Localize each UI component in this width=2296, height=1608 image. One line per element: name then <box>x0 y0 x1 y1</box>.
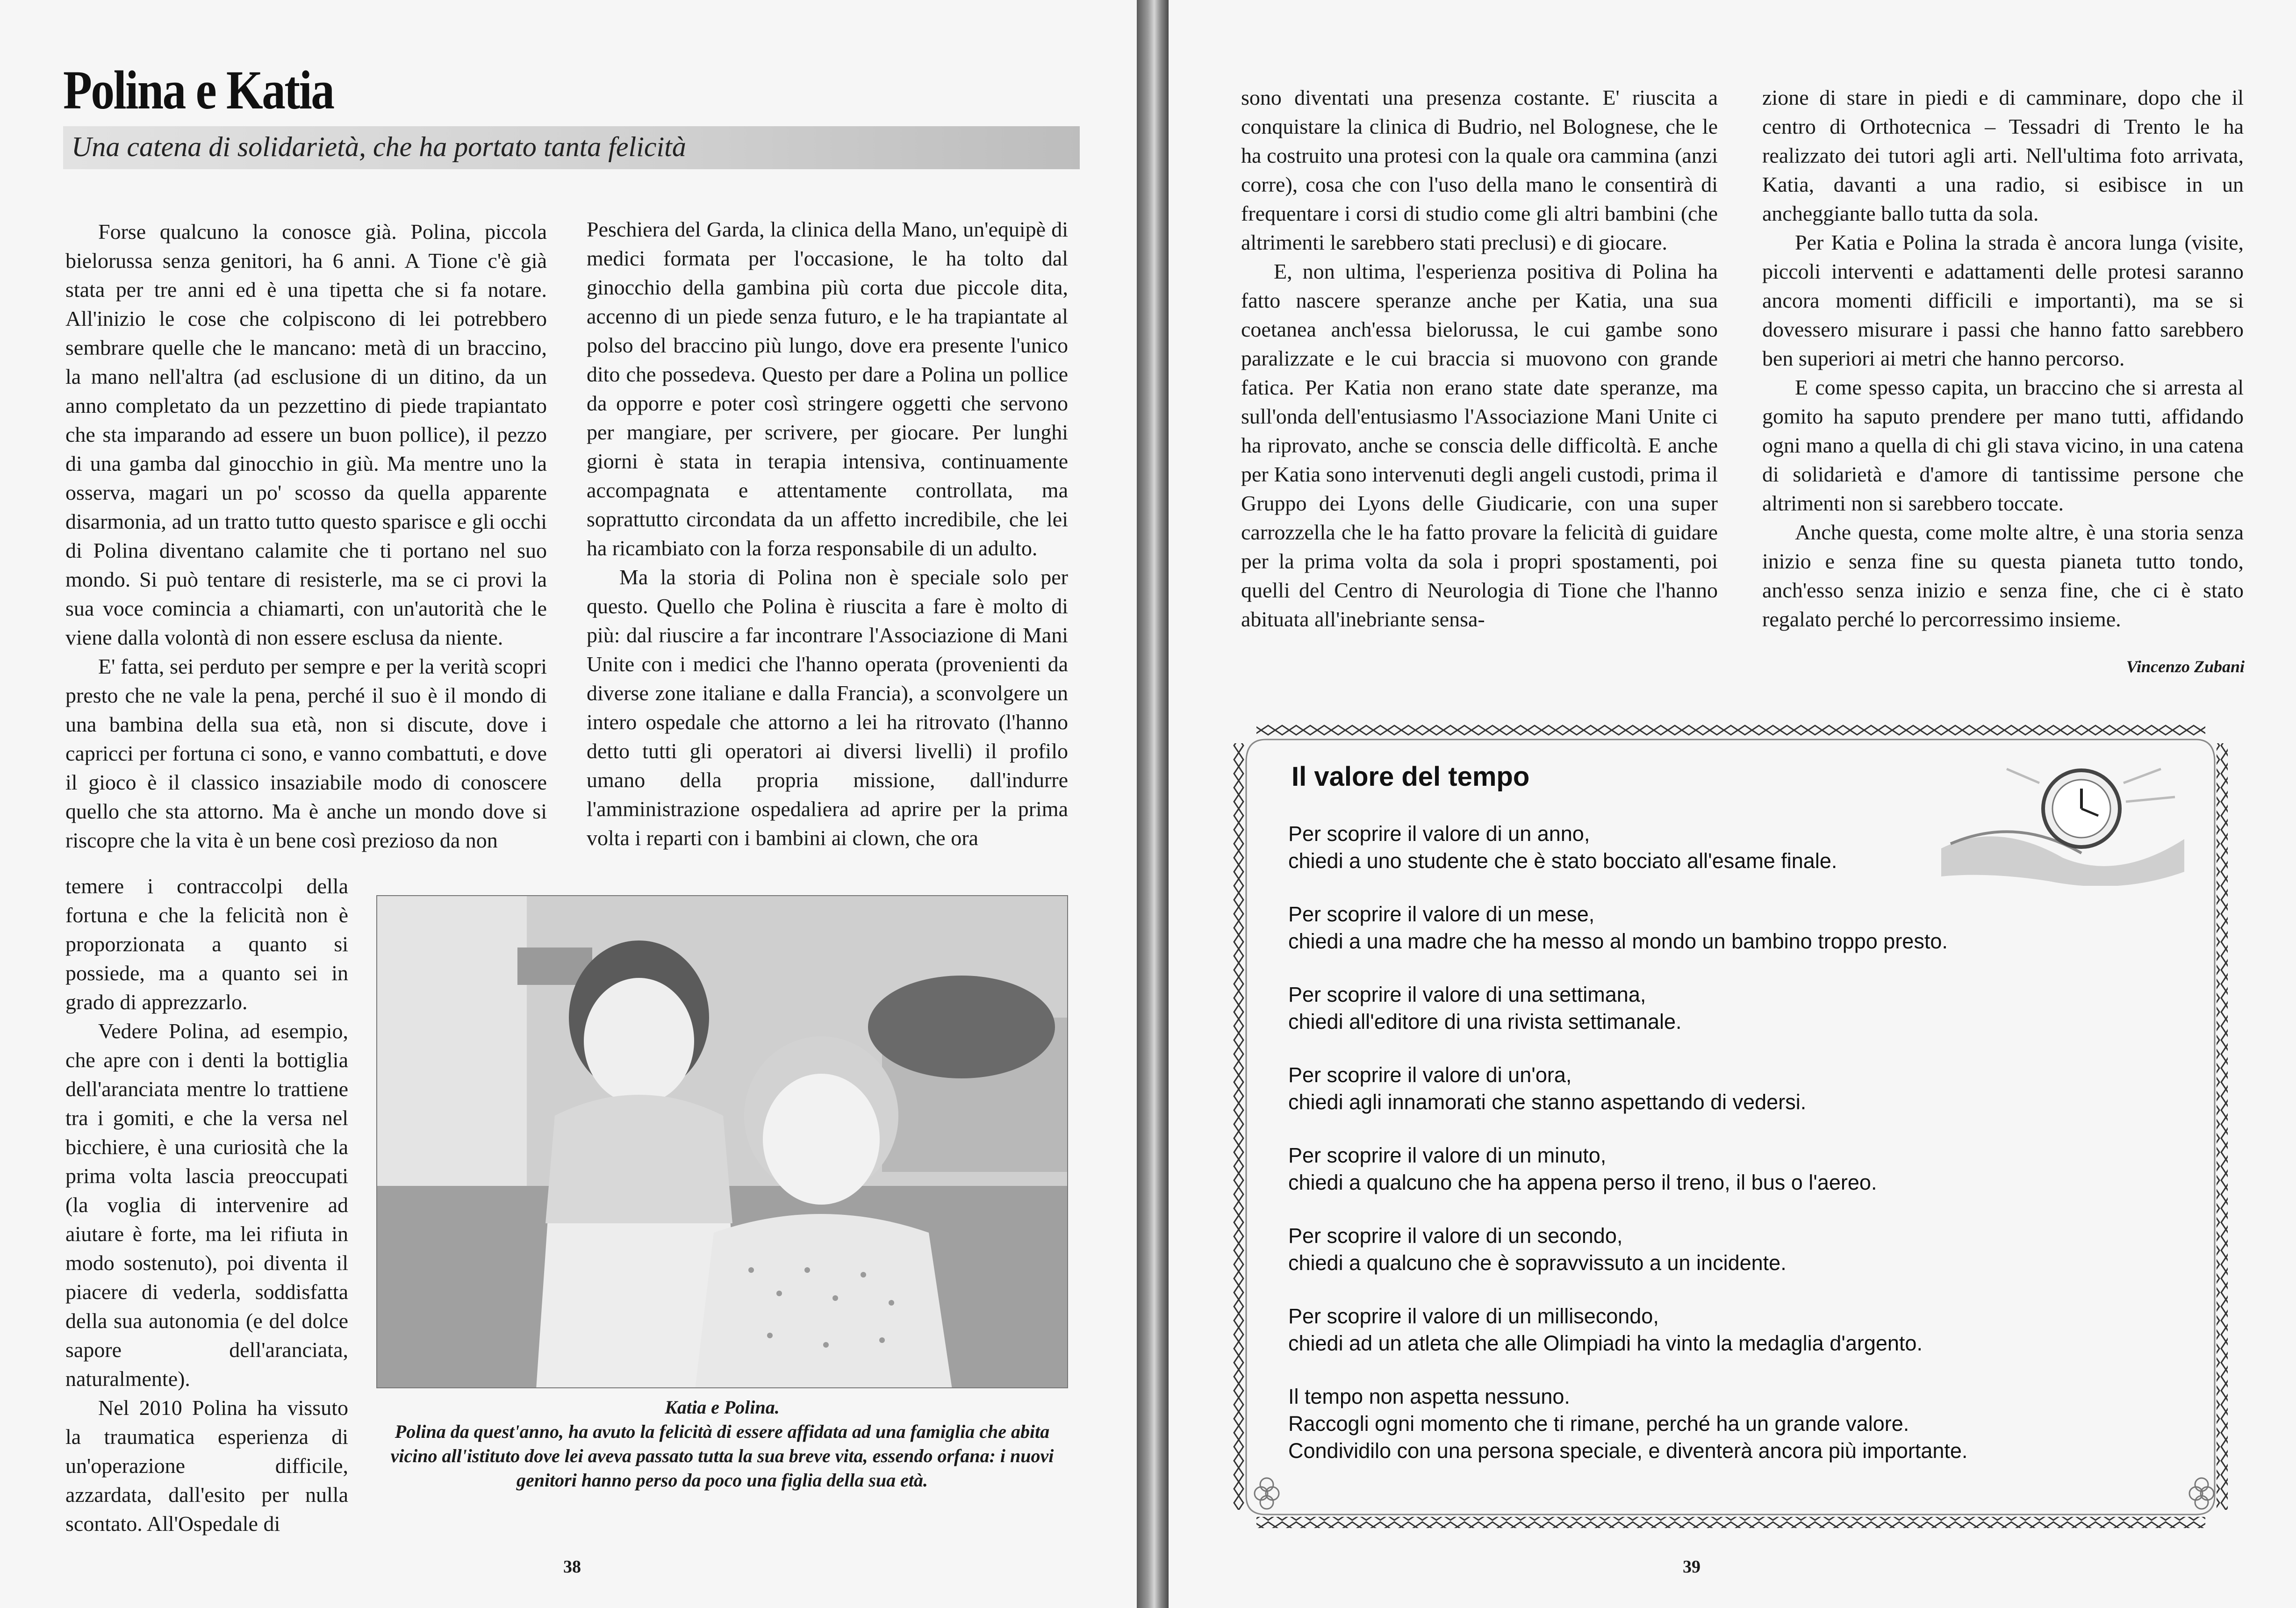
column-2 <box>587 215 1068 853</box>
subtitle-band <box>63 126 1080 169</box>
page-number-left: 38 <box>563 1557 581 1577</box>
poem-stanza <box>1288 1383 2200 1464</box>
poem-stanza <box>1288 820 2200 875</box>
paragraph: Anche questa, come molte altre, è una storia senza inizio e senza fine su questa pianeta tutto tondo, anch'esso senza inizio e senza fine, che ci è stato regalato perché lo percorressimo insieme. <box>1762 520 2244 631</box>
poem-line: Per scoprire il valore di una settimana, <box>1288 983 1646 1006</box>
poem-stanza <box>1288 1062 2200 1116</box>
poem-box <box>1233 725 2230 1531</box>
article-title: Polina e Katia <box>63 59 334 121</box>
poem-line: chiedi a qualcuno che è sopravvissuto a un incidente. <box>1288 1251 1787 1275</box>
paragraph: E, non ultima, l'esperienza positiva di Polina ha fatto nascere speranze anche per Katia, una sua coetanea anch'essa bielorussa, le cui gambe sono paralizzate e le cui braccia si muovono con grande fatica. Per Katia non erano state date speranze, ma sull'onda dell'entusiasmo l'Associazione Mani Unite ci ha riprovato, anche se conscia delle difficoltà. E anche per Katia sono intervenuti degli angeli custodi, prima il Gruppo dei Lyons delle Giudicarie, con una super carrozzella che le ha fatto provare la felicità di guidare per la prima volta da sola i propri spostamenti, poi quelli del Centro di Neurologia di Tione che l'hanno abituata all'inebriante sensa- <box>1241 259 1718 631</box>
caption-text: Polina da quest'anno, ha avuto la felicità di essere affidata ad una famiglia che abita vicino all'istituto dove lei aveva passato tutta la sua breve vita, essendo orfana: i nuovi genitori hanno perso da poco una figlia della sua età. <box>390 1421 1054 1491</box>
paragraph: Forse qualcuno la conosce già. Polina, piccola bielorussa senza genitori, ha 6 anni. A Tione c'è già stata per tre anni ed è una tipetta che si fa notare. All'inizio le cose che colpiscono di lei potrebbero sembrare quelle che le mancano: metà di un braccino, la mano nell'altra (ad esclusione di un ditino, da un anno completato da un pezzettino di piede trapiantato che sta imparando ad essere un buon pollice), il pezzo di una gamba dal ginocchio in giù. Ma mentre uno la osserva, magari un po' scosso da quella apparente disarmonia, ad un tratto tutto questo sparisce e gli occhi di Polina diventano calamite che ti portano nel suo mondo. Si può tentare di resisterle, ma se ci provi la sua voce comincia a chiamarti, con un'autorità che le viene dalla volontà di non essere esclusa da niente. <box>65 220 547 649</box>
poem-stanza <box>1288 1303 2200 1357</box>
poem-line: Condividilo con una persona speciale, e diventerà ancora più importante. <box>1288 1439 1968 1463</box>
paragraph: E' fatta, sei perduto per sempre e per la verità scopri presto che ne vale la pena, perché il suo è il mondo di una bambina della sua età, non si discute, dove i capricci per fortuna ci sono, e vanno combattuti, e dove il gioco è il classico insaziabile modo di conoscere quello che sta attorno. Ma è anche un mondo dove si riscopre che la vita è un bene così prezioso da non <box>65 654 547 852</box>
poem-line: Per scoprire il valore di un millisecondo, <box>1288 1304 1659 1328</box>
poem-line: Per scoprire il valore di un'ora, <box>1288 1063 1572 1087</box>
caption-title: Katia e Polina. <box>665 1397 780 1418</box>
column-3 <box>1241 83 1718 634</box>
photo-katia-polina <box>376 895 1068 1388</box>
article-subtitle: Una catena di solidarietà, che ha portato tanta felicità <box>72 131 686 162</box>
author-name: Vincenzo Zubani <box>2126 657 2245 676</box>
photo-illustration <box>377 896 1068 1388</box>
paragraph: Peschiera del Garda, la clinica della Mano, un'equipè di medici formata per l'occasione, le ha tolto dal ginocchio della gambina più corta due piccole dita, accenno di un piede senza futuro, e le ha trapiantate al polso del braccino più lungo, dove era presente l'unico dito che possedeva. Questo per dare a Polina un pollice da opporre e poter così stringere oggetti che servono per mangiare, per scrivere, per giocare. Per lunghi giorni è stata in terapia intensiva, continuamente accompagnata e attentamente controllata, ma soprattutto circondata da un affetto incredibile, che lei ha ricambiato con la forza responsabile di un adulto. <box>587 217 1068 560</box>
poem-stanza <box>1288 981 2200 1035</box>
paragraph: Nel 2010 Polina ha vissuto la traumatica esperienza di un'operazione difficile, azzardata, dall'esito per nulla scontato. All'Ospedale di <box>65 1396 348 1536</box>
poem-stanza <box>1288 901 2200 955</box>
paragraph: Per Katia e Polina la strada è ancora lunga (visite, piccoli interventi e adattamenti delle protesi saranno ancora momenti difficili e importanti), ma se si dovessero misurare i passi che hanno fatto sarebbero ben superiori ai metri che hanno percorso. <box>1762 230 2244 370</box>
paragraph: sono diventati una presenza costante. E' riuscita a conquistare la clinica di Budrio, nel Bolognese, che le ha costruito una protesi con la quale ora cammina (anzi corre), cosa che con l'uso della mano le consentirà di frequentare i corsi di studio come gli altri bambini (che altrimenti le sarebbero stati preclusi) e di giocare. <box>1241 86 1718 254</box>
poem-line: Il tempo non aspetta nessuno. <box>1288 1385 1570 1408</box>
poem-line: chiedi a una madre che ha messo al mondo un bambino troppo presto. <box>1288 929 1948 953</box>
poem-line: chiedi a qualcuno che ha appena perso il treno, il bus o l'aereo. <box>1288 1170 1877 1194</box>
paragraph: temere i contraccolpi della fortuna e che la felicità non è proporzionata a quanto si possiede, ma a quanto sei in grado di apprezzarlo. <box>65 874 348 1014</box>
poem-stanza <box>1288 1142 2200 1196</box>
column-1-narrow <box>65 872 348 1538</box>
poem-line: Per scoprire il valore di un mese, <box>1288 902 1595 926</box>
paragraph: E come spesso capita, un braccino che si arresta al gomito ha saputo prendere per mano tutti, affidando ogni mano a quella di chi gli stava vicino, in una catena di solidarietà e d'amore di tantissime persone che altrimenti non si sarebbero toccate. <box>1762 375 2244 515</box>
poem-text <box>1288 820 2200 1491</box>
paragraph: zione di stare in piedi e di camminare, dopo che il centro di Orthotecnica – Tessadri di Trento le ha realizzato dei tutori agli arti. Nell'ultima foto arrivata, Katia, davanti a una radio, si esibisce in un ancheggiante ballo tutta da sola. <box>1762 86 2244 225</box>
column-1 <box>65 217 547 855</box>
photo-caption <box>383 1395 1061 1493</box>
poem-line: chiedi agli innamorati che stanno aspettando di vedersi. <box>1288 1090 1807 1114</box>
poem-line: chiedi all'editore di una rivista settimanale. <box>1288 1010 1682 1034</box>
left-page <box>0 0 1137 1608</box>
poem-title: Il valore del tempo <box>1292 761 1530 792</box>
poem-line: chiedi ad un atleta che alle Olimpiadi ha vinto la medaglia d'argento. <box>1288 1331 1923 1355</box>
poem-line: Raccogli ogni momento che ti rimane, perché ha un grande valore. <box>1288 1412 1909 1436</box>
book-gutter <box>1137 0 1169 1608</box>
column-4 <box>1762 83 2244 634</box>
poem-line: chiedi a uno studente che è stato bocciato all'esame finale. <box>1288 849 1837 873</box>
page-number-right: 39 <box>1683 1557 1700 1577</box>
poem-line: Per scoprire il valore di un anno, <box>1288 822 1590 846</box>
paragraph: Ma la storia di Polina non è speciale solo per questo. Quello che Polina è riuscita a fare è molto di più: dal riuscire a far incontrare l'Associazione di Mani Unite con i medici che l'hanno operata (provenienti da diverse zone italiane e dalla Francia), a sconvolgere un intero ospedale che attorno a lei ha ritrovato (l'hanno detto tutti gli operatori ai diversi livelli) il profilo umano della propria missione, dall'indurre l'amministrazione ospedaliera ad aprire per la prima volta i reparti con i bambini ai clown, che ora <box>587 565 1068 850</box>
poem-line: Per scoprire il valore di un minuto, <box>1288 1143 1607 1167</box>
poem-line: Per scoprire il valore di un secondo, <box>1288 1224 1623 1248</box>
paragraph: Vedere Polina, ad esempio, che apre con i denti la bottiglia dell'aranciata mentre lo trattiene tra i gomiti, e che la versa nel bicchiere, è una curiosità che la prima volta lascia preoccupati (la voglia di intervenire ad aiutare è forte, ma lei rifiuta in modo sostenuto), poi diventa il piacere di vederla, soddisfatta della sua autonomia (e del dolce sapore dell'aranciata, naturalmente). <box>65 1019 348 1391</box>
poem-stanza <box>1288 1222 2200 1277</box>
